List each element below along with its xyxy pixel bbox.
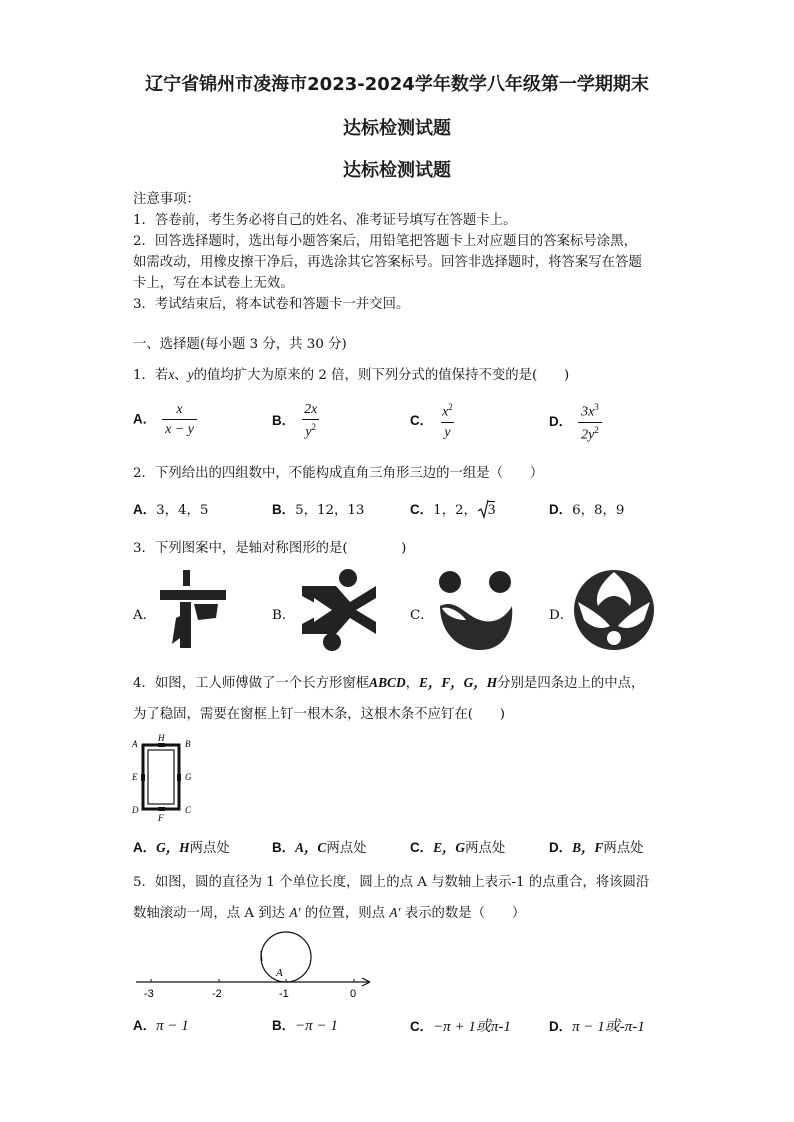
q5-option-a[interactable]: A．π − 1 xyxy=(133,1018,189,1034)
q4-stem-line2: 为了稳固，需要在窗框上钉一根木条，这根木条不应钉在( ) xyxy=(133,707,505,722)
fraction: $\frac{x}{x - y}$ xyxy=(162,402,197,438)
tick-label-neg1: -1 xyxy=(279,988,289,1000)
q1-stem: 1．若x、y的值均扩大为原来的 2 倍，则下列分式的值保持不变的是( ) xyxy=(133,367,570,383)
q2-option-c[interactable]: C．1，2， 3 xyxy=(410,502,496,518)
q3-figure-d xyxy=(572,568,656,652)
page-title-line3: 达标检测试题 xyxy=(343,160,451,181)
vertex-label-d: D xyxy=(132,805,139,815)
q5-option-c[interactable]: C．−π + 1或π-1 xyxy=(410,1019,511,1035)
point-a-label: A xyxy=(276,967,283,979)
q5-number-line-figure xyxy=(130,925,380,1003)
q3-option-b-label[interactable]: B． xyxy=(272,608,296,623)
q3-figure-a xyxy=(158,568,230,652)
page-title-line1: 辽宁省锦州市凌海市2023-2024学年数学八年级第一学期期末 xyxy=(145,74,649,95)
q3-figure-c xyxy=(436,568,516,652)
page-title-line2: 达标检测试题 xyxy=(343,118,451,139)
midpoint-label-f: F xyxy=(158,813,164,823)
q3-figure-b xyxy=(300,568,380,652)
q5-stem-line2: 数轴滚动一周，点 A 到达 A′ 的位置，则点 A′ 表示的数是（ ） xyxy=(133,905,526,921)
q2-stem: 2．下列给出的四组数中，不能构成直角三角形三边的一组是（ ） xyxy=(133,466,544,481)
q4-option-b[interactable]: B．A，C两点处 xyxy=(272,840,367,856)
notice-item-1: 1．答卷前，考生务必将自己的姓名、准考证号填写在答题卡上。 xyxy=(133,213,517,228)
q4-window-frame-figure xyxy=(130,733,200,825)
q3-option-d-label[interactable]: D． xyxy=(549,608,574,623)
q5-stem-line1: 5．如图，圆的直径为 1 个单位长度，圆上的点 A 与数轴上表示-1 的点重合，将该圆沿 xyxy=(133,875,650,890)
q4-option-a[interactable]: A．G，H两点处 xyxy=(133,840,230,856)
notice-item-2-end: 卡上，写在本试卷上无效。 xyxy=(133,276,294,291)
q1-option-c[interactable]: C． $\frac{x^2}{y}$ xyxy=(410,402,456,441)
q3-option-a-label[interactable]: A． xyxy=(133,608,157,623)
q5-option-b[interactable]: B．−π − 1 xyxy=(272,1018,338,1034)
notice-heading: 注意事项： xyxy=(133,192,200,207)
q3-stem: 3．下列图案中，是轴对称图形的是( ) xyxy=(133,541,407,556)
vertex-label-c: C xyxy=(185,805,192,815)
vertex-label-a: A xyxy=(132,739,138,749)
midpoint-label-g: G xyxy=(185,772,192,782)
notice-item-3: 3．考试结束后，将本试卷和答题卡一并交回。 xyxy=(133,297,410,312)
midpoint-label-e: E xyxy=(132,772,138,782)
tick-label-0: 0 xyxy=(350,988,357,1000)
q2-option-b[interactable]: B．5，12，13 xyxy=(272,502,365,518)
tick-label-neg3: -3 xyxy=(144,988,154,1000)
q4-stem-line1: 4．如图，工人师傅做了一个长方形窗框ABCD，E，F，G，H分别是四条边上的中点， xyxy=(133,675,645,691)
q3-option-c-label[interactable]: C． xyxy=(410,608,434,623)
midpoint-label-h: H xyxy=(158,733,165,743)
sqrt-expression: 3 xyxy=(477,502,496,518)
section-heading: 一、选择题(每小题 3 分，共 30 分) xyxy=(133,337,347,352)
q4-option-c[interactable]: C．E，G两点处 xyxy=(410,840,506,856)
tick-label-neg2: -2 xyxy=(212,988,222,1000)
q1-option-a[interactable]: A． $\frac{x}{x - y}$ xyxy=(133,402,197,438)
fraction: $\frac{2x}{y^2}$ xyxy=(304,402,318,440)
fraction: $\frac{3x^3}{2y^2}$ xyxy=(578,402,602,443)
q4-option-d[interactable]: D．B，F两点处 xyxy=(549,840,644,856)
vertex-label-b: B xyxy=(185,739,191,749)
fraction: $\frac{x^2}{y}$ xyxy=(442,402,453,440)
q1-option-d[interactable]: D． $\frac{3x^3}{2y^2}$ xyxy=(549,402,602,443)
q2-option-a[interactable]: A．3，4，5 xyxy=(133,502,209,518)
notice-item-2-cont: 如需改动，用橡皮擦干净后，再选涂其它答案标号。回答非选择题时，将答案写在答题 xyxy=(133,255,642,270)
rolling-circle xyxy=(261,932,311,982)
q2-option-d[interactable]: D．6，8，9 xyxy=(549,502,625,518)
q1-option-b[interactable]: B． $\frac{2x}{y^2}$ xyxy=(272,402,320,441)
q5-option-d[interactable]: D．π − 1或-π-1 xyxy=(549,1019,645,1035)
notice-item-2: 2．回答选择题时，选出每小题答案后，用铅笔把答题卡上对应题目的答案标号涂黑， xyxy=(133,234,637,249)
